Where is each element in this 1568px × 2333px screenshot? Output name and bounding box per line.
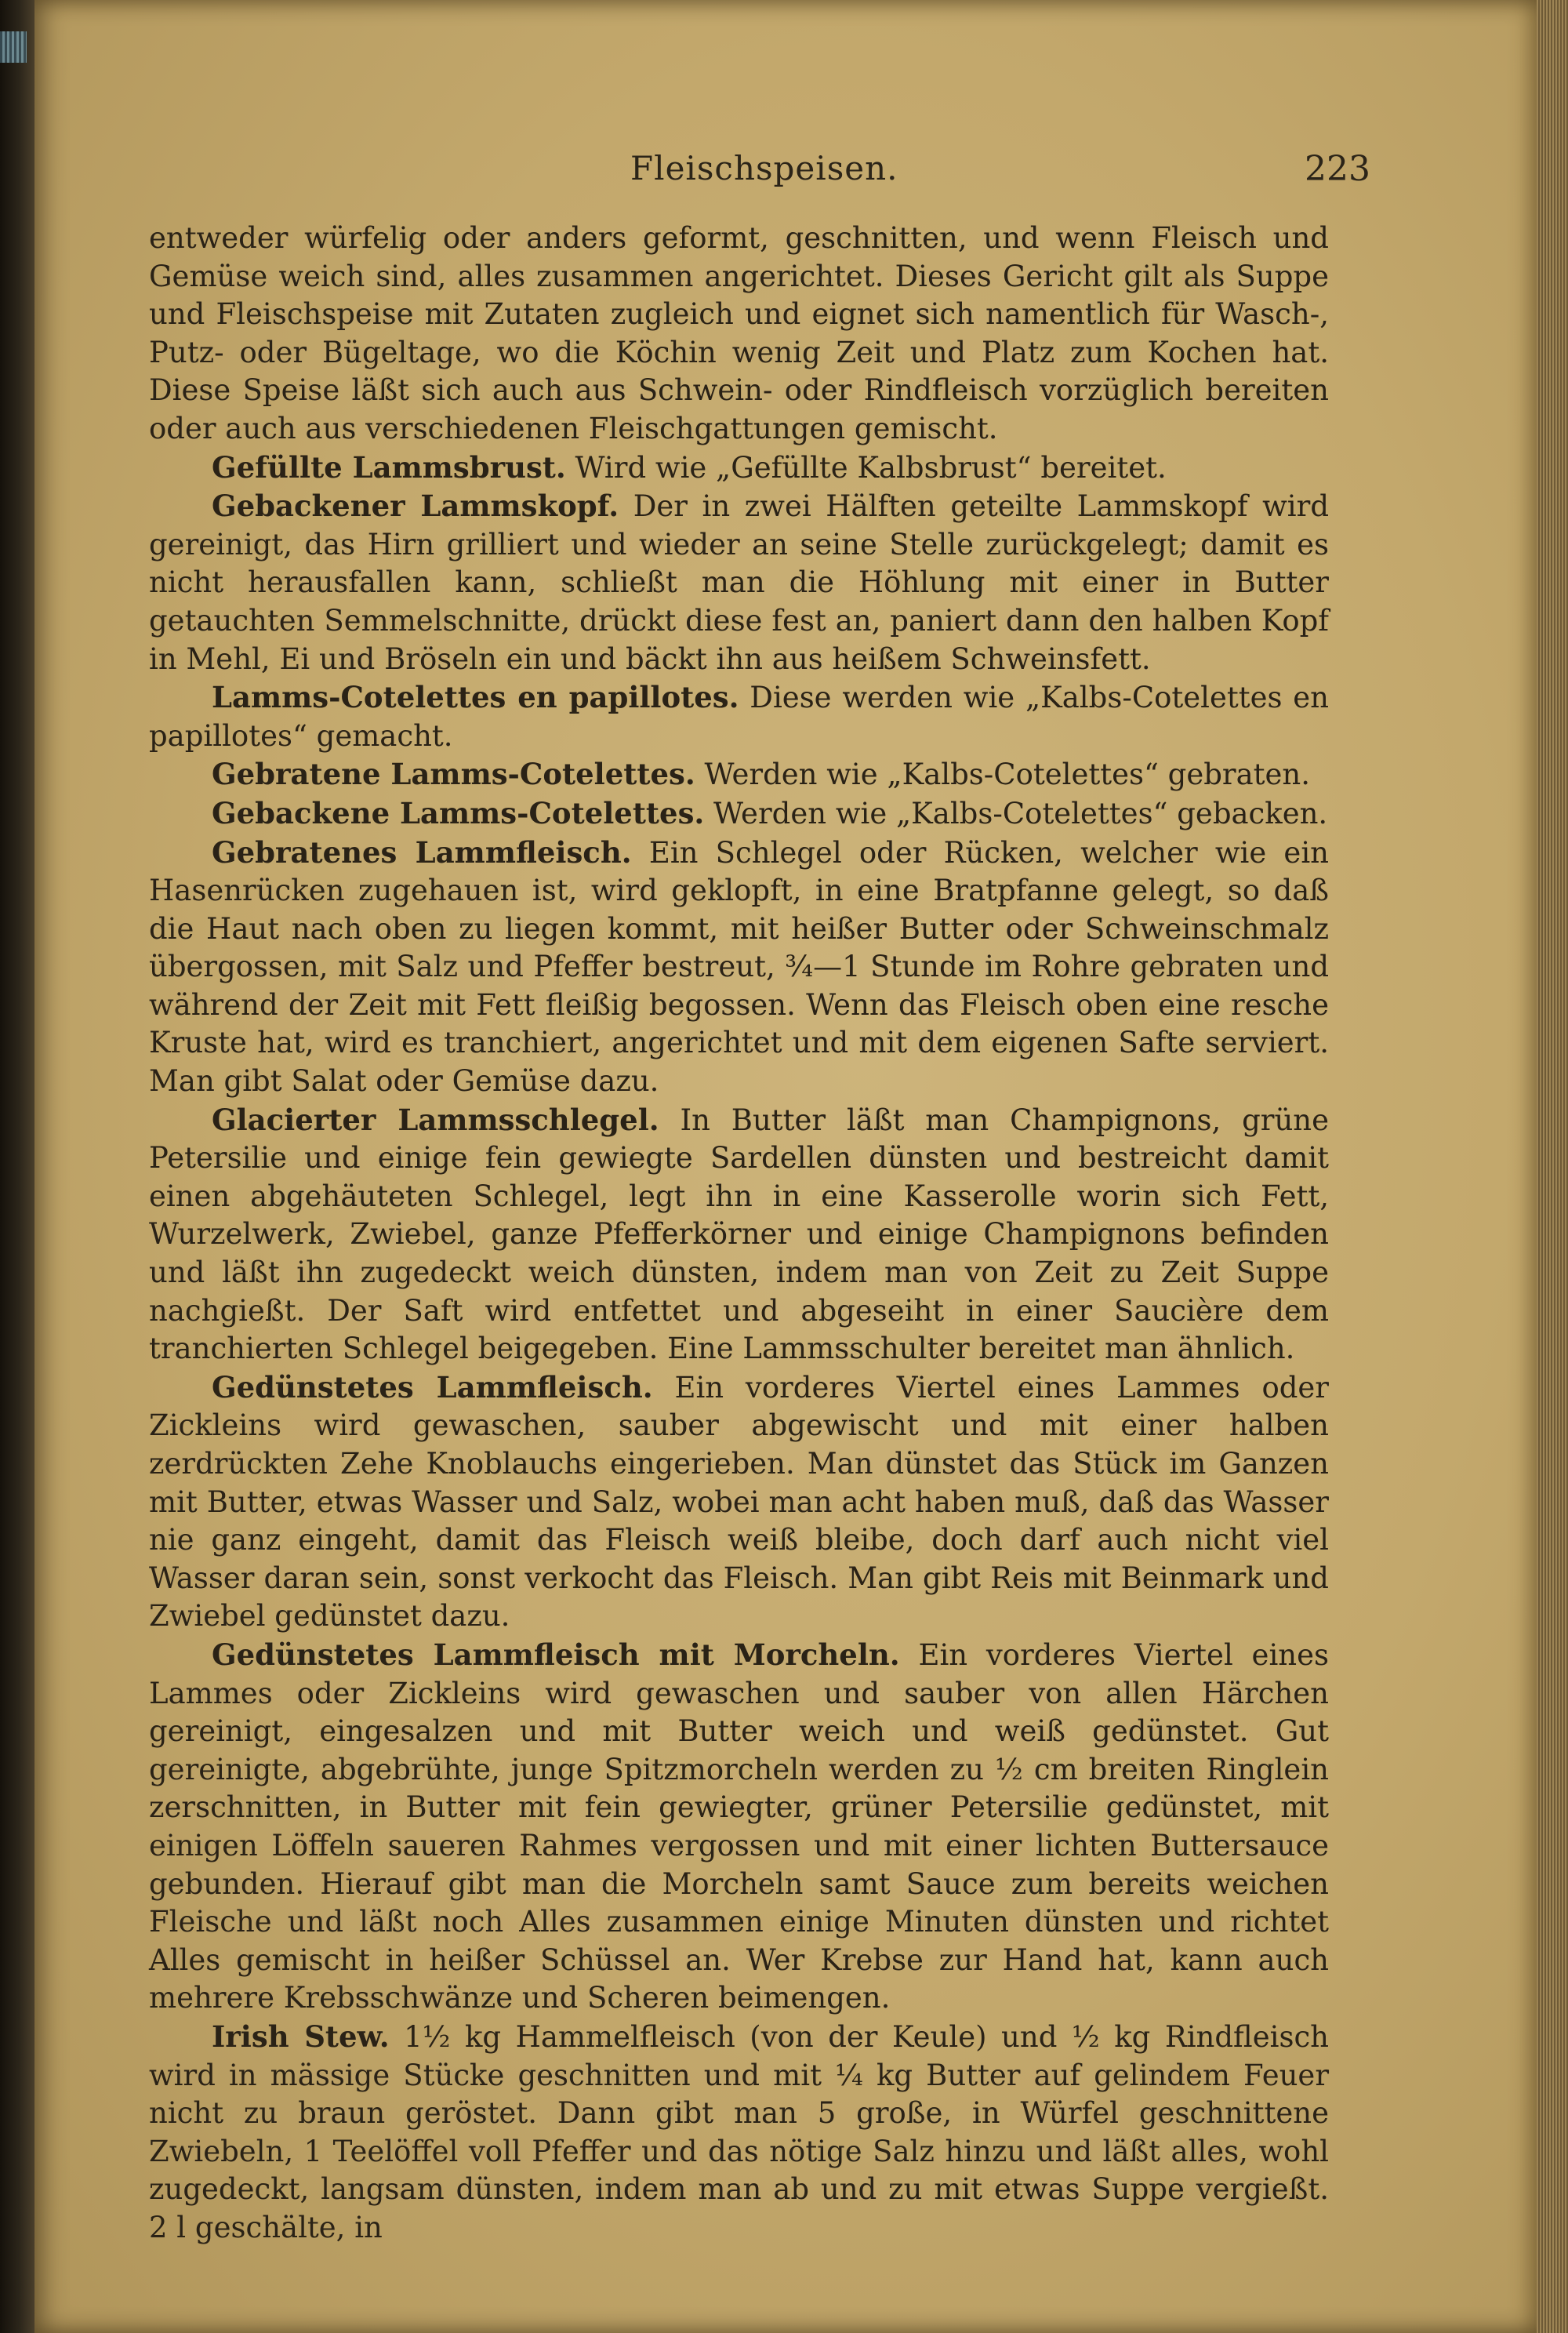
recipe-heading: Gebratene Lamms-Cotelettes. <box>212 757 695 792</box>
recipe-geduenstetes-lammfleisch <box>149 1368 1329 1636</box>
recipe-heading: Irish Stew. <box>212 2019 390 2054</box>
recipe-heading: Gedünstetes Lammfleisch mit Morcheln. <box>212 1637 900 1672</box>
recipe-heading: Gefüllte Lammsbrust. <box>212 449 566 485</box>
book-binding <box>0 0 34 2333</box>
recipe-lamms-cotelettes-papillotes <box>149 678 1329 755</box>
recipe-irish-stew <box>149 2018 1329 2248</box>
recipe-gebratenes-lammfleisch <box>149 834 1329 1101</box>
recipe-gebratene-lamms-cotelettes <box>149 755 1329 794</box>
paragraph-body: In Butter läßt man Champignons, grüne Petersilie und einige fein gewiegte Sardellen dünsten und bestreicht damit einen abgehäuteten Schlegel, legt ihn in eine Kasserolle worin sich Fett, Wurzelwerk, Zwiebel, ganze Pfefferkörner und einige Champignons befinden und läßt ihn zugedeckt weich dünsten, indem man von Zeit zu Zeit Suppe nachgießt. Der Saft wird entfettet und abgeseiht in einer Saucière dem tranchierten Schlegel beigegeben. Eine Lammsschulter bereitet man ähnlich. <box>149 1103 1330 1366</box>
paragraph-body: Diese werden wie „Kalbs-Cotelettes en papillotes“ gemacht. <box>149 681 1330 753</box>
paragraph-continuation <box>149 220 1329 449</box>
paragraph-body: Werden wie „Kalbs-Cotelettes“ gebraten. <box>704 758 1311 792</box>
recipe-heading: Glacierter Lammsschlegel. <box>212 1102 659 1137</box>
recipe-heading: Lamms-Cotelettes en papillotes. <box>212 680 739 715</box>
recipe-heading: Gedünstetes Lammfleisch. <box>212 1369 653 1405</box>
paragraph-body: Der in zwei Hälften geteilte Lammskopf wird gereinigt, das Hirn grilliert und wieder an seine Stelle zurückgelegt; damit es nicht herausfallen kann, schließt man die Höhlung mit einer in Butter getauchten Semmelschnitte, drückt diese fest an, paniert dann den halben Kopf in Mehl, Ei und Bröseln ein und bäckt ihn aus heißem Schweinsfett. <box>149 489 1330 676</box>
paragraph-body: Wird wie „Gefüllte Kalbsbrust“ bereitet. <box>575 450 1167 485</box>
recipe-gefuellte-lammsbrust <box>149 449 1329 488</box>
paragraph-body: 1½ kg Hammelfleisch (von der Keule) und ½ kg Rindfleisch wird in mässige Stücke geschnitten und mit ¼ kg Butter auf gelindem Feuer nicht zu braun geröstet. Dann gibt man 5 große, in Würfel geschnittene Zwiebeln, 1 Teelöffel voll Pfeffer und das nötige Salz hinzu und läßt alles, wohl zugedeckt, langsam dünsten, indem man ab und zu mit etwas Suppe vergießt. 2 l geschälte, in <box>149 2019 1330 2244</box>
recipe-glacierter-lammsschlegel <box>149 1101 1329 1368</box>
paragraph-body: Werden wie „Kalbs-Cotelettes“ gebacken. <box>713 796 1328 830</box>
recipe-lammfleisch-mit-morcheln <box>149 1636 1329 2018</box>
paragraph-body: Ein Schlegel oder Rücken, welcher wie ein Hasenrücken zugehauen ist, wird geklopft, in eine Bratpfanne gelegt, so daß die Haut nach oben zu liegen kommt, mit heißer Butter oder Schweinschmalz übergossen, mit Salz und Pfeffer bestreut, ¾—1 Stunde im Rohre gebraten und während der Zeit mit Fett fleißig begossen. Wenn das Fleisch oben eine resche Kruste hat, wird es tranchiert, angerichtet und mit dem eigenen Safte serviert. Man gibt Salat oder Gemüse dazu. <box>149 835 1329 1099</box>
page-fore-edge <box>1537 0 1568 2333</box>
recipe-text <box>149 220 1329 2247</box>
recipe-gebackener-lammskopf <box>149 487 1329 678</box>
recipe-heading: Gebackener Lammskopf. <box>212 489 619 524</box>
running-head <box>34 149 1537 196</box>
recipe-gebackene-lamms-cotelettes <box>149 794 1329 834</box>
paragraph-body: entweder würfelig oder anders geformt, geschnitten, und wenn Fleisch und Gemüse weich sind, alles zusammen angerichtet. Dieses Gericht gilt als Suppe und Fleischspeise mit Zutaten zugleich und eignet sich namentlich für Wasch-, Putz- oder Bügeltage, wo die Köchin wenig Zeit und Platz zum Kochen hat. Diese Speise läßt sich auch aus Schwein- oder Rindfleisch vorzüglich bereiten oder auch aus verschiedenen Fleischgattungen gemischt. <box>149 221 1329 445</box>
recipe-heading: Gebackene Lamms-Cotelettes. <box>212 795 705 830</box>
paragraph-body: Ein vorderes Viertel eines Lammes oder Zickleins wird gewaschen, sauber abgewischt und mit einer halben zerdrückten Zehe Knoblauchs eingerieben. Man dünstet das Stück im Ganzen mit Butter, etwas Wasser und Salz, wobei man acht haben muß, daß das Wasser nie ganz eingeht, damit das Fleisch weiß bleibe, doch darf auch nicht viel Wasser daran sein, sonst verkocht das Fleisch. Man gibt Reis mit Beinmark und Zwiebel gedünstet dazu. <box>149 1370 1329 1633</box>
page-number: 223 <box>1305 149 1370 189</box>
binding-ribbon <box>0 31 27 63</box>
recipe-heading: Gebratenes Lammfleisch. <box>212 834 632 870</box>
running-title: Fleischspeisen. <box>630 149 898 187</box>
paragraph-body: Ein vorderes Viertel eines Lammes oder Zickleins wird gewaschen und sauber von allen Härchen gereinigt, eingesalzen und mit Butter weich und weiß gedünstet. Gut gereinigte, abgebrühte, junge Spitzmorcheln werden zu ½ cm breiten Ringlein zerschnitten, in Butter mit fein gewiegter, grüner Petersilie gedünstet, mit einigen Löffeln saueren Rahmes vergossen und mit einer lichten Buttersauce gebunden. Hierauf gibt man die Morcheln samt Sauce zum bereits weichen Fleische und läßt noch Alles zusammen einige Minuten dünsten und richtet Alles gemischt in heißer Schüssel an. Wer Krebse zur Hand hat, kann auch mehrere Krebsschwänze und Scheren beimengen. <box>149 1637 1329 2015</box>
